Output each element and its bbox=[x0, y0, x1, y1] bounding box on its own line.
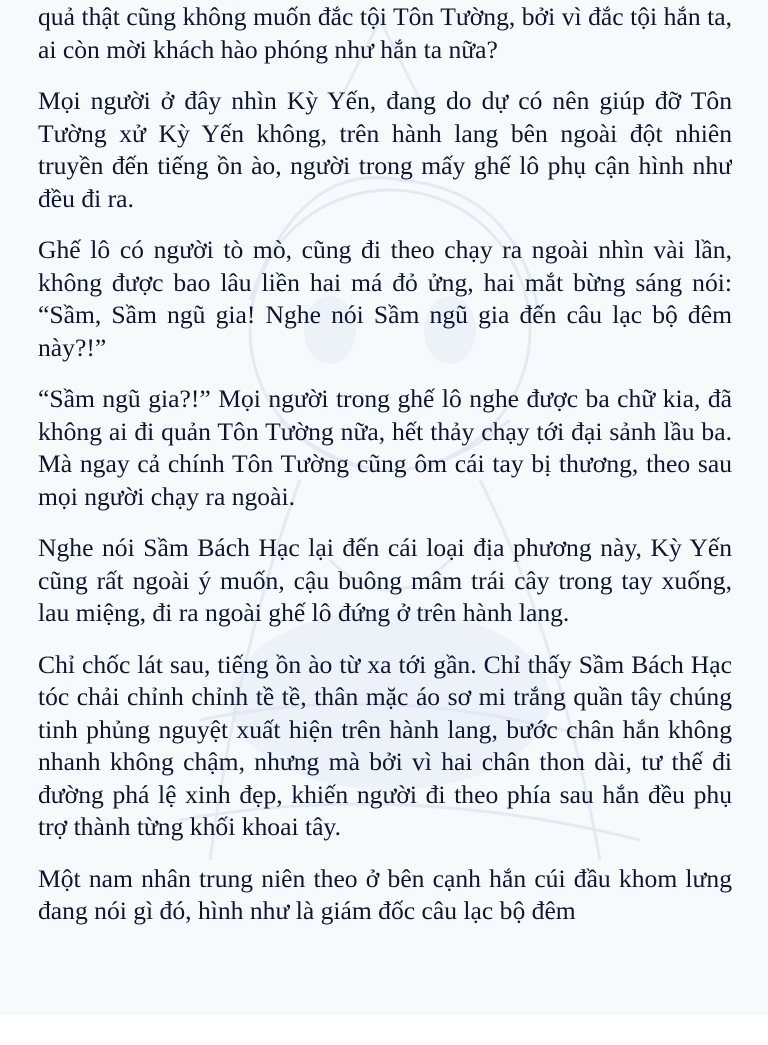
paragraph-1: quả thật cũng không muốn đắc tội Tôn Tường, bởi vì đắc tội hắn ta, ai còn mời khách hào phóng như hắn ta nữa? bbox=[38, 2, 732, 64]
paragraph-5: Nghe nói Sầm Bách Hạc lại đến cái loại địa phương này, Kỳ Yến cũng rất ngoài ý muốn, cậu buông mâm trái cây trong tay xuống, lau miệng, đi ra ngoài ghế lô đứng ở trên hành lang. bbox=[38, 533, 732, 627]
paragraph-7: Một nam nhân trung niên theo ở bên cạnh hắn cúi đầu khom lưng đang nói gì đó, hình như là giám đốc câu lạc bộ đêm bbox=[38, 863, 732, 925]
document-page bbox=[38, 0, 732, 1015]
paragraph-6: Chỉ chốc lát sau, tiếng ồn ào từ xa tới gần. Chỉ thấy Sầm Bách Hạc tóc chải chỉnh chỉnh tề tề, thân mặc áo sơ mi trắng quần tây chúng tinh phủng nguyệt xuất hiện trên hành lang, bước chân hắn không nhanh không chậm, nhưng mà bởi vì hai chân thon dài, tư thế đi đường phá lệ xinh đẹp, khiến người đi theo phía sau hắn đều phụ trợ thành từng khối khoai tây. bbox=[38, 649, 732, 841]
paragraph-4: “Sầm ngũ gia?!” Mọi người trong ghế lô nghe được ba chữ kia, đã không ai đi quản Tôn Tường nữa, hết thảy chạy tới đại sảnh lầu ba. Mà ngay cả chính Tôn Tường cũng ôm cái tay bị thương, theo sau mọi người chạy ra ngoài. bbox=[38, 384, 732, 511]
page-bottom-margin bbox=[0, 1015, 768, 1045]
paragraph-2: Mọi người ở đây nhìn Kỳ Yến, đang do dự có nên giúp đỡ Tôn Tường xử Kỳ Yến không, trên hành lang bên ngoài đột nhiên truyền đến tiếng ồn ào, người trong mấy ghế lô phụ cận hình như đều đi ra. bbox=[38, 86, 732, 213]
paragraph-3: Ghế lô có người tò mò, cũng đi theo chạy ra ngoài nhìn vài lần, không được bao lâu liền hai má đỏ ửng, hai mắt bừng sáng nói: “Sầm, Sầm ngũ gia! Nghe nói Sầm ngũ gia đến câu lạc bộ đêm này?!” bbox=[38, 235, 732, 362]
